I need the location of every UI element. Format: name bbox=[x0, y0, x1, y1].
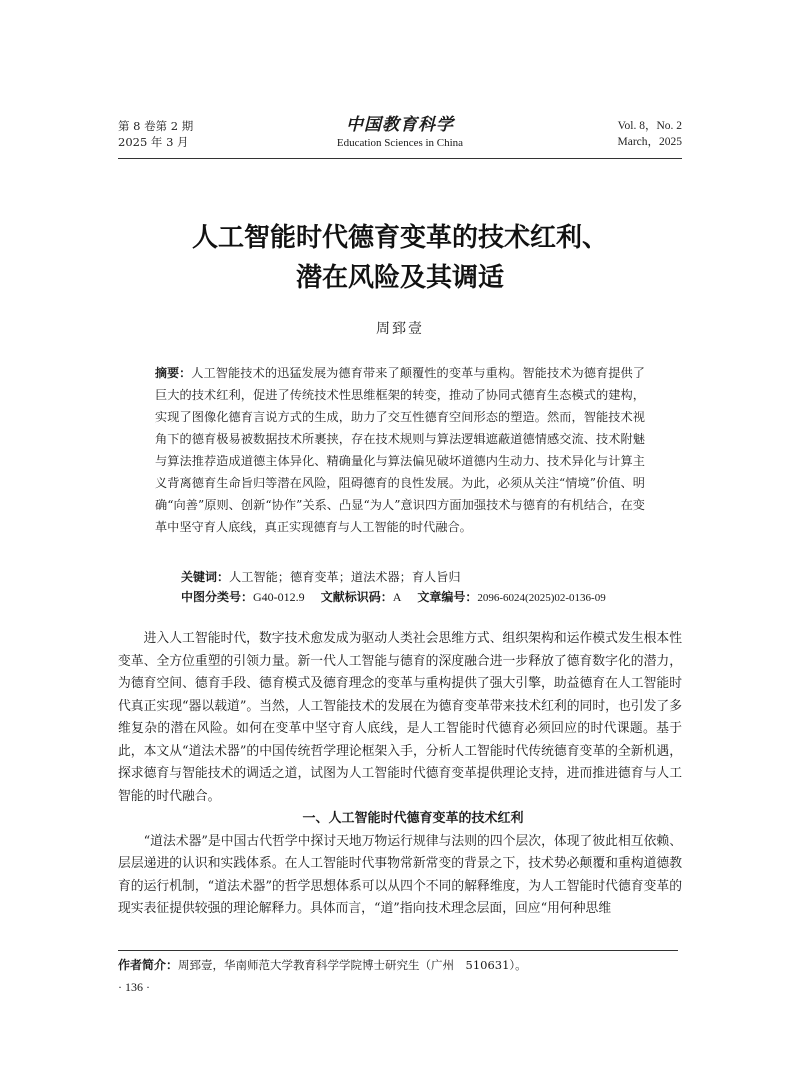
doc-code-value: A bbox=[392, 590, 402, 604]
date-cn: 2025 年 3 月 bbox=[118, 135, 189, 149]
clc-label: 中图分类号： bbox=[181, 590, 254, 604]
body-paragraph-1: 进入人工智能时代，数字技术愈发成为驱动人类社会思维方式、组织架构和运作模式发生根本性变革、全方位重塑的引领力量。新一代人工智能与德育的深度融合进一步释放了德育数字化的潜力，为德育空间、德育手段、德育模式及德育理念的变革与重构提供了强大引擎，助益德育在人工智能时代真正实现“器以载道”。当然，人工智能技术的发展在为德育变革带来技术红利的同时，也引发了多维复杂的潜在风险。如何在变革中坚守育人底线，是人工智能时代德育必须回应的时代课题。基于此，本文从“道法术器”的中国传统哲学理论框架入手，分析人工智能时代传统德育变革的全新机遇，探求德育与智能技术的调适之道，试图为人工智能时代德育变革提供理论支持，进而推进德育与人工智能的时代融合。 bbox=[118, 631, 682, 804]
footnote-text: 周郅壹，华南师范大学教育科学学院博士研究生（广州 510631）。 bbox=[178, 958, 527, 972]
body-text bbox=[118, 628, 682, 921]
header-rule bbox=[118, 158, 682, 159]
section-heading-1: 一、人工智能时代德育变革的技术红利 bbox=[302, 811, 524, 826]
body-paragraph-2: “道法术器”是中国古代哲学中探讨天地万物运行规律与法则的四个层次，体现了彼此相互依赖、层层递进的认识和实践体系。在人工智能时代事物常新常变的背景之下，技术势必颠覆和重构道德教育的运行机制，“道法术器”的哲学思想体系可以从四个不同的解释维度，为人工智能时代德育变革的现实表征提供较强的理论解释力。具体而言，“道”指向技术理念层面，回应“用何种思维 bbox=[118, 833, 682, 916]
author-footnote bbox=[118, 956, 682, 974]
classification-line bbox=[181, 587, 660, 608]
journal-name-en: Education Sciences in China bbox=[336, 137, 464, 149]
clc-value: G40-012.9 bbox=[253, 590, 305, 604]
abstract-text: 人工智能技术的迅猛发展为德育带来了颠覆性的变革与重构。智能技术为德育提供了巨大的技术红利，促进了传统技术性思维框架的转变，推动了协同式德育生态模式的建构，实现了图像化德育言说方式的生成，助力了交互性德育空间形态的塑造。然而，智能技术视角下的德育极易被数据技术所裹挟，存在技术规则与算法逻辑遮蔽道德情感交流、技术附魅与算法推荐造成道德主体异化、精确量化与算法偏见破坏道德内生动力、技术异化与计算主义背离德育生命旨归等潜在风险，阻碍德育的良性发展。为此，必须从关注“情境”价值、明确“向善”原则、创新“协作”关系、凸显“为人”意识四方面加强技术与德育的有机结合，在变革中坚守育人底线，真正实现德育与人工智能的时代融合。 bbox=[155, 366, 645, 534]
page-number: · 136 · bbox=[118, 980, 150, 994]
journal-name-cn: 中国教育科学 bbox=[346, 115, 454, 135]
keywords-text: 人工智能；德育变革；道法术器；育人旨归 bbox=[229, 570, 461, 584]
footnote-label: 作者简介： bbox=[118, 958, 179, 972]
date-en: March，2025 bbox=[617, 136, 682, 148]
author-name: 周郅壹 bbox=[376, 321, 424, 337]
keywords bbox=[181, 567, 645, 587]
header-center bbox=[118, 114, 682, 151]
running-header bbox=[118, 115, 682, 158]
title-line-2: 潜在风险及其调适 bbox=[295, 263, 504, 293]
doc-code-label: 文献标识码： bbox=[320, 590, 393, 604]
volume-en: Vol. 8，No. 2 bbox=[617, 120, 682, 132]
footnote-rule bbox=[118, 950, 678, 951]
abstract-label: 摘要： bbox=[155, 366, 192, 380]
header-right bbox=[617, 118, 682, 150]
keywords-label: 关键词： bbox=[181, 570, 230, 584]
title-line-1: 人工智能时代德育变革的技术红利、 bbox=[191, 223, 608, 253]
article-title bbox=[100, 218, 700, 298]
article-number-value: 2096-6024(2025)02-0136-09 bbox=[477, 592, 606, 604]
volume-cn: 第 8 卷第 2 期 bbox=[118, 119, 194, 133]
abstract bbox=[155, 362, 645, 538]
article-number-label: 文章编号： bbox=[417, 590, 478, 604]
